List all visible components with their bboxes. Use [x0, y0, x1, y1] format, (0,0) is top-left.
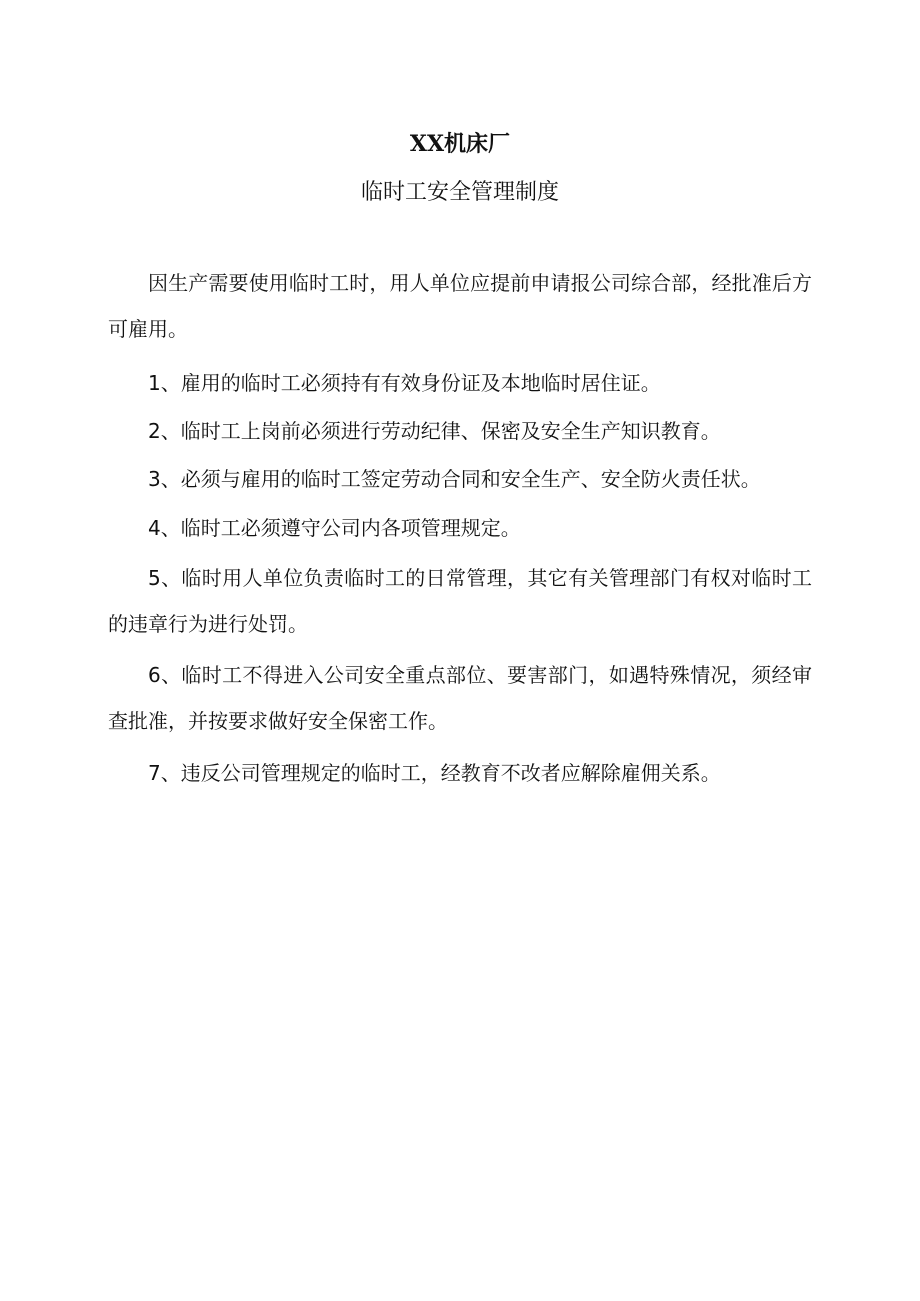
- document-title: 临时工安全管理制度: [360, 180, 559, 205]
- rule-item-6: 6、临时工不得进入公司安全重点部位、要害部门，如遇特殊情况，须经审查批准，并按要求做好安全保密工作。: [108, 663, 812, 733]
- rule-item-5: 5、临时用人单位负责临时工的日常管理，其它有关管理部门有权对临时工的违章行为进行处罚。: [108, 566, 812, 636]
- rule-item-4: 4、临时工必须遵守公司内各项管理规定。: [148, 516, 521, 540]
- intro-paragraph: 因生产需要使用临时工时，用人单位应提前申请报公司综合部，经批准后方可雇用。: [108, 271, 812, 341]
- rule-item-1: 1、雇用的临时工必须持有有效身份证及本地临时居住证。: [148, 371, 661, 395]
- rule-item-7: 7、违反公司管理规定的临时工，经教育不改者应解除雇佣关系。: [148, 761, 721, 785]
- company-name: XX机床厂: [409, 131, 511, 157]
- rule-item-2: 2、临时工上岗前必须进行劳动纪律、保密及安全生产知识教育。: [148, 419, 721, 443]
- rule-item-3: 3、必须与雇用的临时工签定劳动合同和安全生产、安全防火责任状。: [148, 467, 761, 491]
